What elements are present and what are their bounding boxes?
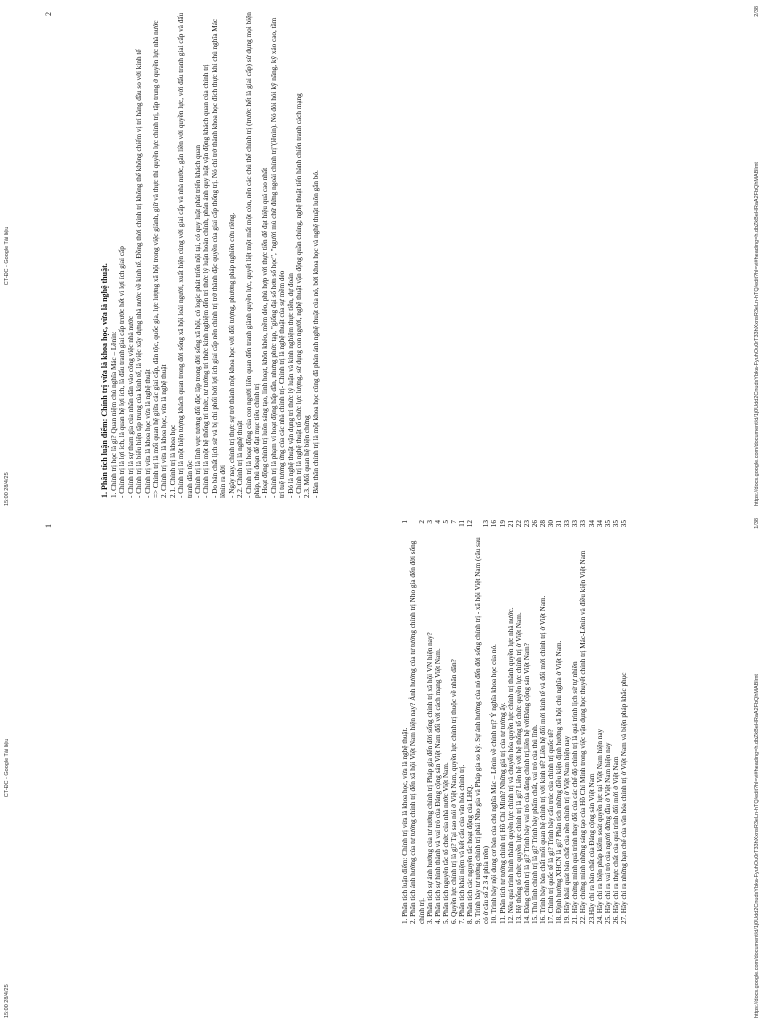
paragraph: - Đó là nghệ thuật vận dụng tri thức lý luận và kinh nghiệm thực tiễn, dự đoán xyxy=(286,273,295,498)
paragraph: - Chính trị là lĩnh vực tương đối độc lập trong đời sống xã hội, có logic phát triển nội tại, có quy luật phát triển khách quan xyxy=(194,145,203,498)
toc-entry-page: 28 xyxy=(538,520,547,528)
paragraph: 1. Chính trị học là gì? Quan niệm chủ nghĩa Mác – Lênin: xyxy=(110,331,118,498)
toc-entry-page: 26 xyxy=(530,520,539,528)
toc-entry[interactable] xyxy=(579,520,587,924)
page-header xyxy=(4,518,14,1018)
toc-entry[interactable] xyxy=(571,520,579,924)
toc-entry-title: 15. Thủ lĩnh chính trị là gì? Trình bày phẩm chất, vai trò của thủ lĩnh. xyxy=(530,724,539,924)
table-of-contents xyxy=(401,520,628,924)
footer-url[interactable]: https://docs.google.com/document/d/1j0Udd2CnudsYbka-FyuhOu0rT33hXxnsR3eLn-hTQ/edit?hl=vi#heading=h.dbZkBeHRaA2FbQhMABImt xyxy=(754,674,760,1018)
toc-entry-title: 10. Trình bày nội dung cơ bản của chủ nghĩa Mác – Lênin về chính trị? Ý nghĩa khoa học của nó. xyxy=(490,644,499,924)
toc-entry-page: 30 xyxy=(547,520,556,528)
paragraph: 2. Chính trị vừa là khoa học, vừa là nghệ thuật xyxy=(160,364,169,498)
toc-entry-title: 2. Phân tích ảnh hưởng của tư tưởng chính trị đến xã hội Việt Nam hiện nay? Ảnh hưởng của tư tưởng chính trị Nho gia đến đời sống chính trị. xyxy=(409,540,426,924)
toc-entry-title: 6. Quyền lực chính trị là gì? Tại sao nói ở Việt Nam, quyền lực chính trị thuộc về nhân dân? xyxy=(449,659,458,924)
toc-entry[interactable] xyxy=(555,520,563,924)
page-footer xyxy=(754,518,764,1018)
footer-url[interactable]: https://docs.google.com/document/d/1j0Udd2CnudsYbka-FyuhOu0rT33hXxnsR3eLn-hTQ/edit?hl=vi#heading=h.dbZkBeHRaA2FbQhMABImt xyxy=(754,162,760,506)
toc-entry[interactable] xyxy=(539,520,547,924)
header-datetime: 15:00 28/4/25 xyxy=(4,472,10,506)
toc-entry[interactable] xyxy=(490,520,498,924)
toc-entry-page: 31 xyxy=(555,520,564,528)
toc-entry-page: 21 xyxy=(506,520,515,528)
paragraph: => Chính trị là mối quan hệ giữa các giai cấp, dân tộc, quốc gia, lực lượng xã hội trong việc giành, giữ và thực thi quyền lực chính trị, tập trung ở quyền lực nhà nước xyxy=(152,20,161,498)
toc-entry-page: 12 xyxy=(466,520,475,528)
toc-entry-page: 1 xyxy=(401,520,410,524)
toc-entry-title: 22. Hãy chứng minh những sáng tạo của Hồ Chí Minh trong việc vận dụng học thuyết chính trị Mác-Lênin và điều kiện Việt Nam xyxy=(579,550,588,924)
toc-entry-page: 3 xyxy=(425,520,434,524)
paragraph: - Chính trị là hoạt động của con người liên quan đến tranh giành quyền lực, quyết liệt một mất một còn, nên các chủ thể chính trị (trước hết là giai cấp) sử dụng mọi biện pháp, thủ đoạn để đạt mục tiêu chính trị xyxy=(244,12,261,498)
toc-entry-title: 8. Phân tích các nguyên tắc hoạt động của LHQ. xyxy=(466,784,475,924)
toc-entry-page: 2 xyxy=(417,520,426,524)
toc-entry-page: 13 xyxy=(482,520,491,528)
toc-entry[interactable] xyxy=(458,520,466,924)
paragraph: - Chính trị vừa là khoa học vừa là nghệ thuật xyxy=(143,369,152,498)
toc-entry-page: 22 xyxy=(514,520,523,528)
toc-entry-title: 5. Phân tích nguyên tắc tổ chức của nhà nước Việt Nam. xyxy=(441,762,450,924)
toc-entry[interactable] xyxy=(620,520,628,924)
toc-entry-title: 14. Đảng chính trị là gì? Trình bày vai trò của đảng chính trị,liên hệ vớiĐảng cộng sản Việt Nam? xyxy=(522,643,531,924)
toc-entry-title: 18. Định hướng XHCN là gì? Phân tích những điều kiện định hướng xã hội chủ nghĩa ở Việt Nam. xyxy=(555,640,564,924)
toc-entry-page: 33 xyxy=(563,520,572,528)
toc-entry-page: 35 xyxy=(603,520,612,528)
toc-entry[interactable] xyxy=(523,520,531,924)
toc-entry[interactable] xyxy=(612,520,620,924)
header-datetime: 15:00 28/4/25 xyxy=(4,984,10,1018)
page-number: 2 xyxy=(44,12,53,16)
paragraph: - Chính trị là một hệ thống tri thức, tư tưởng tri thức kinh nghiệm đến tri thức lý luận hoàn chỉnh, phản ánh quy luật vận động khách quan của chính trị xyxy=(202,64,211,498)
header-title: CT-ĐC - Google Tài liệu xyxy=(4,226,10,286)
toc-entry[interactable] xyxy=(426,520,434,924)
paragraph: 2.2. Chính trị là nghệ thuật xyxy=(236,420,245,498)
toc-entry-page: 19 xyxy=(498,520,507,528)
toc-entry-page: 33 xyxy=(579,520,588,528)
toc-entry[interactable] xyxy=(588,520,596,924)
toc-entry-title: 11. Phân tích tư tưởng chính trị Hồ Chí Minh? Những giá trị của tư tưởng ấy. xyxy=(498,702,507,924)
toc-entry-title: 24. Hãy chỉ ra biện pháp kiểm soát quyền lực tại Việt Nam hiện nay xyxy=(595,728,604,924)
toc-entry[interactable] xyxy=(604,520,612,924)
toc-entry-title: 13. Hệ thống tổ chức quyền lực chính trị là gì? Liên hệ với hệ thống tổ chức quyền lực chính trị ở Việt Nam. xyxy=(514,612,523,924)
toc-entry[interactable] xyxy=(450,520,458,924)
footer-page-count: 1/38 xyxy=(754,518,760,529)
toc-entry[interactable] xyxy=(547,520,555,924)
toc-entry-page: 11 xyxy=(458,520,467,527)
toc-entry-page: 4 xyxy=(433,520,442,524)
toc-entry-page: 7 xyxy=(449,520,458,524)
paragraph: 2.3. Mối quan hệ biện chứng xyxy=(303,415,312,498)
toc-entry-page: 23 xyxy=(522,520,531,528)
toc-entry[interactable] xyxy=(434,520,442,924)
toc-entry-title: 1. Phân tích luận điểm: Chính trị vừa là khoa học, vừa là nghệ thuật. xyxy=(401,727,410,924)
paragraph: - Ngày nay, chính trị thực sự trở thành một khoa học với đối tượng, phương pháp nghiên cứu riêng. xyxy=(227,212,236,498)
toc-entry-title: 12. Nêu quá trình hình thành quyền lực chính trị và chuyển hóa quyền lực chính trị thành quyền lực nhà nước. xyxy=(506,607,515,924)
toc-entry-page: 34 xyxy=(587,520,596,528)
header-title: CT-ĐC - Google Tài liệu xyxy=(4,738,10,798)
toc-entry[interactable] xyxy=(409,520,425,924)
page-header xyxy=(4,6,14,506)
paragraph: 2.1. Chính trị là khoa học xyxy=(168,424,177,498)
toc-entry[interactable] xyxy=(442,520,450,924)
toc-entry-page: 35 xyxy=(619,520,628,528)
paragraph: - Chính trị là sự tham gia của nhân dân vào công việc nhà nước xyxy=(126,315,135,498)
toc-entry-page: 35 xyxy=(611,520,620,528)
paragraph: - Do bản chất lịch sử và bị chi phối bởi lợi ích giai cấp nên chính trị trở thành đặc quyền của giai cấp thống trị. Nó chỉ trở thành khoa học đích thực khi chủ nghĩa Mác lênin ra đời xyxy=(210,18,228,498)
paragraph: - Bản thân chính trị là một khoa học cũng đã phản ánh nghệ thuật của nó, bởi khoa học và nghệ thuật luôn gắn bó. xyxy=(311,170,320,498)
footer-page-count: 2/38 xyxy=(754,6,760,17)
toc-entry[interactable] xyxy=(515,520,523,924)
paragraph: - Chính trị là biểu hiện tập trung của kinh tế, là việc xây dựng nhà nước về kinh tế. Đồng thời chính trị không thể không chiếm vị trí hàng đầu so với kinh tế xyxy=(135,49,144,498)
toc-entry[interactable] xyxy=(474,520,490,924)
toc-entry[interactable] xyxy=(499,520,507,924)
document-body xyxy=(100,12,320,498)
paragraph: - Chính trị là một hiện tượng khách quan trong đời sống xã hội loài người, xuất hiện cùng với giai cấp và nhà nước, gắn liền với quyền lực, với đấu tranh giai cấp và đấu tranh dân tộc xyxy=(177,12,194,498)
toc-entry-title: 7. Phân tích khái niệm và kết cấu của văn hóa chính trị. xyxy=(458,764,467,924)
toc-entry[interactable] xyxy=(596,520,604,924)
paragraph: - Hoạt động chính trị luôn sáng tạo, linh hoạt, khôn khéo, mềm dẻo, phù hợp với thực tiễn để đạt hiệu quả cao nhất xyxy=(261,167,270,498)
toc-entry-title: 16. Trình bày bản chất mối quan hệ chính trị với kinh tế? Liên hệ đổi mới kinh tế và đổi mới chính trị ở Việt Nam. xyxy=(538,595,547,924)
paragraph: - Chính trị là lợi ích, là quan hệ lợi ích, là đấu tranh giai cấp trước hết vì lợi ích giai cấp xyxy=(118,246,127,498)
toc-entry-title: 25. Hãy chỉ ra vai trò của người đứng đầu ở Việt Nam hiện nay xyxy=(603,742,612,924)
toc-entry-title: 23.Hãy chỉ ra bản chất của Đảng cộng sản Việt Nam xyxy=(587,773,596,924)
toc-entry-page: 5 xyxy=(441,520,450,524)
toc-entry-page: 33 xyxy=(571,520,580,528)
toc-entry[interactable] xyxy=(531,520,539,924)
toc-entry[interactable] xyxy=(507,520,515,924)
toc-entry-title: 4. Phân tích sự hình thành và vai trò của Đảng cộng sản Việt Nam đối với cách mạng Việt Nam. xyxy=(433,648,442,924)
toc-entry-page: 34 xyxy=(595,520,604,528)
page-number: 1 xyxy=(44,524,53,528)
toc-entry-title: 3. Phân tích sự ảnh hưởng của tư tưởng chính trị Pháp gia đến đời sống chính trị xã hội VN hiện nay? xyxy=(425,632,434,924)
toc-entry-title: 17. Chính trị quốc tế là gì? Trình bày cấu trúc của chính trị quốc tế? xyxy=(547,729,556,924)
toc-entry[interactable] xyxy=(466,520,474,924)
page-footer xyxy=(754,6,764,506)
toc-entry-title: 27. Hãy chỉ ra những hạn chế của văn hóa chính trị ở Việt Nam và biện pháp khắc phục xyxy=(619,672,628,924)
section-heading: 1. Phân tích luận điểm: Chính trị vừa là khoa học, vừa là nghệ thuật. xyxy=(100,263,109,498)
toc-entry-title: 9. Trình bày tư tưởng chính trị phái Nho gia và Pháp gia so kỳ. Sự ảnh hưởng của nó đến đời sống chính trị - xã hội Việt Nam (câu sau có ở câu số 2 3 4 phía trên) xyxy=(474,537,491,924)
toc-entry-title: 26. Hãy chỉ ra thực chất của quá trình đổi mới ở Việt Nam xyxy=(611,756,620,924)
page-1 xyxy=(0,512,768,1024)
toc-entry-title: 21. Hãy chứng minh quá trình thay đổi của các chế độ chính trị là quá trình lịch sử tự nhiên xyxy=(571,661,580,924)
paragraph: - Chính trị là phạm vi hoạt động hấp dẫn, nhưng phức tạp, "giống đại số hơn số học", "người mù chữ đứng ngoài chính trị"(lênin). Nó đòi hỏi kỹ năng, kỹ xảo cao, tầm trí tuệ tương ứng của các nhà chính trị- Chính trị là nghệ thuật của sự mềm dẻo xyxy=(269,17,287,498)
toc-entry-title: 19. Hãy khái quát bản chất của nền chính trị ở Việt Nam hiện nay xyxy=(563,735,572,924)
paragraph: - Chính trị là nghệ thuật tổ chức lực lượng, sử dụng con người, nghệ thuật vận động quần chúng, nghệ thuật tiến hành chiến tranh cách mạng xyxy=(294,93,303,498)
toc-entry-page: 16 xyxy=(490,520,499,528)
